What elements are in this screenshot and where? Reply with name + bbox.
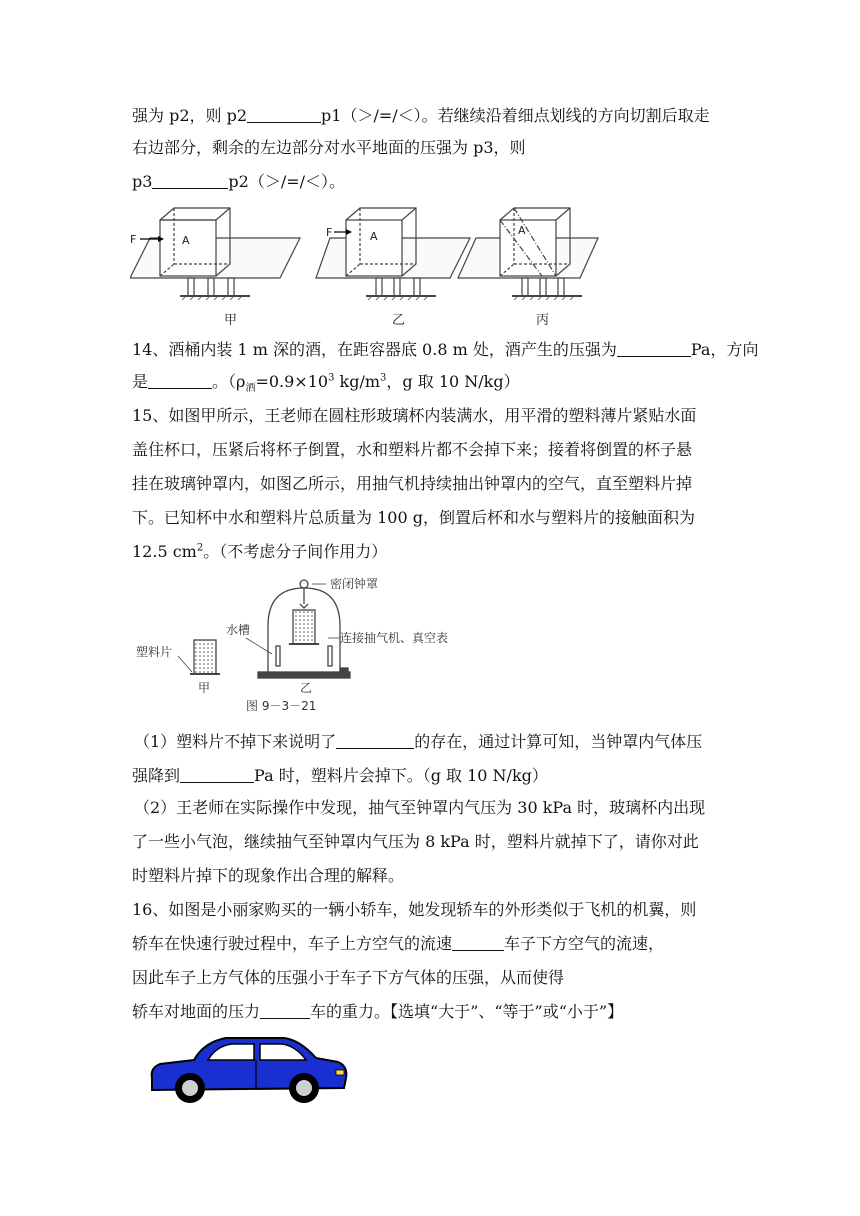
q14-blank-1[interactable] bbox=[617, 340, 691, 357]
force-label-b: F bbox=[326, 226, 333, 239]
q15-blank-1[interactable] bbox=[336, 732, 414, 749]
cup-jia bbox=[194, 640, 216, 674]
label-yi: 乙 bbox=[392, 313, 406, 328]
q14-text: 。（ρ bbox=[212, 372, 246, 391]
q15-text: 12.5 cm bbox=[132, 542, 197, 561]
q15-sub2-line-3: 时塑料片掉下的现象作出合理的解释。 bbox=[132, 866, 405, 885]
block-label-b: A bbox=[370, 230, 378, 243]
q16-blank-1[interactable] bbox=[452, 934, 504, 951]
exponent: 2 bbox=[196, 542, 204, 554]
q14-line-1 bbox=[132, 340, 758, 360]
q13-line-3 bbox=[132, 172, 345, 192]
bell-label: 密闭钟罩 bbox=[330, 577, 379, 591]
q15-sub1-line-1 bbox=[134, 732, 702, 752]
q13-text: p2（＞/=/＜）。 bbox=[228, 172, 346, 191]
q14-text: 14、酒桶内装 1 m 深的酒，在距容器底 0.8 m 处，酒产生的压强为 bbox=[132, 340, 617, 359]
q15-line-5 bbox=[132, 542, 387, 562]
q14-text: kg/m bbox=[334, 372, 381, 391]
figure-caption: 图 9－3－21 bbox=[246, 699, 317, 713]
q15-sub1-line-2 bbox=[132, 766, 548, 786]
q16-text: 车子下方空气的流速， bbox=[504, 934, 665, 953]
label-jia-15: 甲 bbox=[198, 681, 211, 695]
q15-sub2-line-1: （2）王老师在实际操作中发现，抽气至钟罩内气压为 30 kPa 时，玻璃杯内出现 bbox=[134, 798, 706, 817]
q16-blank-2[interactable] bbox=[260, 1002, 310, 1019]
q15-text: Pa 时，塑料片会掉下。（g 取 10 N/kg） bbox=[254, 766, 548, 785]
figure-jia bbox=[130, 208, 300, 300]
tank-label: 水槽 bbox=[226, 623, 251, 637]
q15-sub2-line-2: 了一些小气泡，继续抽气至钟罩内气压为 8 kPa 时，塑料片就掉下了，请你对此 bbox=[132, 832, 699, 851]
block-label-c: A bbox=[518, 224, 526, 237]
q15-line-1: 15、如图甲所示，王老师在圆柱形玻璃杯内装满水，用平滑的塑料薄片紧贴水面 bbox=[132, 406, 697, 425]
force-label-a: F bbox=[130, 233, 137, 246]
q15-text: 强降到 bbox=[132, 766, 181, 785]
q16-text: 车的重力。【选填“大于”、“等于”或“小于”】 bbox=[310, 1002, 624, 1021]
q15-text: （1）塑料片不掉下来说明了 bbox=[134, 732, 337, 751]
q13-line-1 bbox=[132, 106, 710, 126]
label-jia: 甲 bbox=[224, 313, 238, 328]
exponent: 3 bbox=[328, 372, 335, 384]
q15-figure bbox=[134, 574, 474, 716]
q14-text: =0.9×10 bbox=[255, 372, 329, 391]
q15-text: 的存在，通过计算可知，当钟罩内气体压 bbox=[414, 732, 703, 751]
q16-line-3: 因此车子上方气体的压强小于车子下方气体的压强，从而使得 bbox=[132, 968, 565, 987]
q13-text: p3 bbox=[132, 172, 153, 191]
exponent: 3 bbox=[380, 372, 387, 384]
q15-text: 。（不考虑分子间作用力） bbox=[203, 542, 388, 561]
q14-text: 是 bbox=[132, 372, 149, 391]
label-bing: 丙 bbox=[536, 313, 550, 328]
q13-line-2: 右边部分，剩余的左边部分对水平地面的压强为 p3，则 bbox=[132, 138, 526, 157]
cup-yi bbox=[293, 610, 315, 644]
q13-blank-2[interactable] bbox=[152, 172, 228, 189]
q16-line-2 bbox=[132, 934, 664, 954]
q13-blank-1[interactable] bbox=[247, 106, 321, 123]
q15-blank-2[interactable] bbox=[180, 766, 254, 783]
plastic-label: 塑料片 bbox=[136, 645, 173, 659]
q14-text: Pa，方向 bbox=[690, 340, 759, 359]
block-label-a: A bbox=[182, 234, 190, 247]
q16-line-4 bbox=[132, 1002, 623, 1022]
q14-line-2 bbox=[132, 372, 520, 395]
figure-yi bbox=[316, 208, 470, 300]
pump-label: 连接抽气机、真空表 bbox=[340, 631, 449, 645]
q13-text: 强为 p2，则 p2 bbox=[132, 106, 248, 125]
q15-line-2: 盖住杯口，压紧后将杯子倒置，水和塑料片都不会掉下来；接着将倒置的杯子悬 bbox=[132, 440, 693, 459]
q13-figure bbox=[130, 200, 600, 328]
q16-line-1: 16、如图是小丽家购买的一辆小轿车，她发现轿车的外形类似于飞机的机翼，则 bbox=[132, 900, 697, 919]
q13-text: p1（＞/=/＜）。若继续沿着细点划线的方向切割后取走 bbox=[321, 106, 710, 125]
figure-bing bbox=[458, 208, 598, 300]
rho-subscript: 酒 bbox=[245, 383, 256, 395]
q15-line-4: 下。已知杯中水和塑料片总质量为 100 g，倒置后杯和水与塑料片的接触面积为 bbox=[132, 508, 695, 527]
q15-line-3: 挂在玻璃钟罩内，如图乙所示，用抽气机持续抽出钟罩内的空气，直至塑料片掉 bbox=[132, 474, 693, 493]
car-image bbox=[146, 1034, 350, 1108]
q14-blank-2[interactable] bbox=[148, 372, 212, 389]
q16-text: 轿车对地面的压力 bbox=[132, 1002, 261, 1021]
q14-text: ，g 取 10 N/kg） bbox=[386, 372, 520, 391]
label-yi-15: 乙 bbox=[300, 681, 313, 695]
q16-text: 轿车在快速行驶过程中，车子上方空气的流速 bbox=[132, 934, 453, 953]
